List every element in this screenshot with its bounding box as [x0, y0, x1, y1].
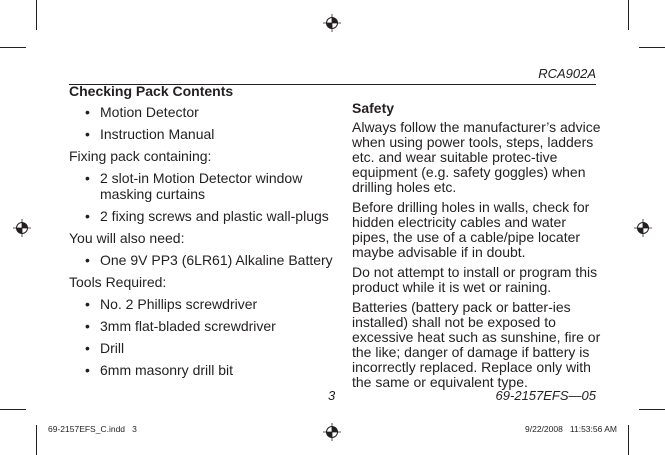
- bullet: •: [85, 296, 90, 312]
- bullet: •: [85, 340, 90, 356]
- tools-list: [69, 296, 341, 378]
- section-heading-pack-contents: Checking Pack Contents: [69, 83, 234, 99]
- tools-label: Tools Required:: [69, 274, 167, 290]
- right-column: [352, 101, 602, 395]
- crop-mark: [639, 47, 665, 48]
- bullet: •: [85, 104, 90, 120]
- registration-mark-icon: [323, 423, 341, 441]
- list-item: • Drill: [85, 340, 125, 356]
- left-column: [69, 83, 341, 384]
- crop-mark: [628, 0, 629, 30]
- list-item: • 6mm masonry drill bit: [85, 362, 234, 378]
- document-code: 69-2157EFS—05: [495, 388, 596, 403]
- model-code: RCA902A: [538, 66, 596, 81]
- crop-mark: [36, 0, 37, 30]
- safety-paragraph: Always follow the manufacturer’s advice when using power tools, steps, ladders etc. and wear suitable protec-tive equipment (e.g. safety goggles) when drilling holes etc.: [352, 119, 601, 195]
- also-need-label: You will also need:: [69, 230, 185, 246]
- bullet: •: [85, 318, 90, 334]
- safety-paragraph: Before drilling holes in walls, check for hidden electricity cables and water pipes, the use of a cable/pipe locater maybe advisable if in doubt.: [352, 199, 590, 260]
- bullet: •: [85, 170, 90, 186]
- list-item: • One 9V PP3 (6LR61) Alkaline Battery: [85, 252, 333, 268]
- crop-mark: [639, 409, 665, 410]
- safety-paragraph: Batteries (battery pack or batter-ies installed) shall not be exposed to excessive heat such as sunshine, fire or the like; danger of damage if battery is incorrectly replaced. Replace only with the same or equivalent type.: [352, 299, 601, 390]
- list-item: • Motion Detector: [85, 104, 199, 120]
- list-item: • 3mm flat-bladed screwdriver: [85, 318, 276, 334]
- also-need-list: [69, 252, 341, 268]
- crop-mark: [0, 409, 26, 410]
- list-item: • 2 fixing screws and plastic wall-plugs: [85, 208, 329, 224]
- registration-mark-icon: [634, 219, 652, 237]
- page-number: 3: [328, 388, 336, 403]
- bullet: •: [85, 252, 90, 268]
- crop-mark: [36, 425, 37, 455]
- pack-items-list: [69, 104, 341, 142]
- list-item: • 2 slot-in Motion Detector window masking curtains: [85, 170, 303, 202]
- fixing-pack-list: [69, 170, 341, 224]
- crop-mark: [628, 425, 629, 455]
- list-item: • Instruction Manual: [85, 126, 215, 142]
- safety-paragraph: Do not attempt to install or program this product while it is wet or raining.: [352, 264, 598, 295]
- slug-file-name: 69-2157EFS_C.indd 3: [48, 424, 137, 434]
- bullet: •: [85, 208, 90, 224]
- crop-mark: [0, 47, 26, 48]
- slug-timestamp: 9/22/2008 11:53:56 AM: [525, 424, 617, 434]
- section-heading-safety: Safety: [352, 100, 395, 116]
- registration-mark-icon: [323, 14, 341, 32]
- registration-mark-icon: [13, 219, 31, 237]
- bullet: •: [85, 126, 90, 142]
- bullet: •: [85, 362, 90, 378]
- list-item: • No. 2 Phillips screwdriver: [85, 296, 258, 312]
- fixing-pack-label: Fixing pack containing:: [69, 148, 212, 164]
